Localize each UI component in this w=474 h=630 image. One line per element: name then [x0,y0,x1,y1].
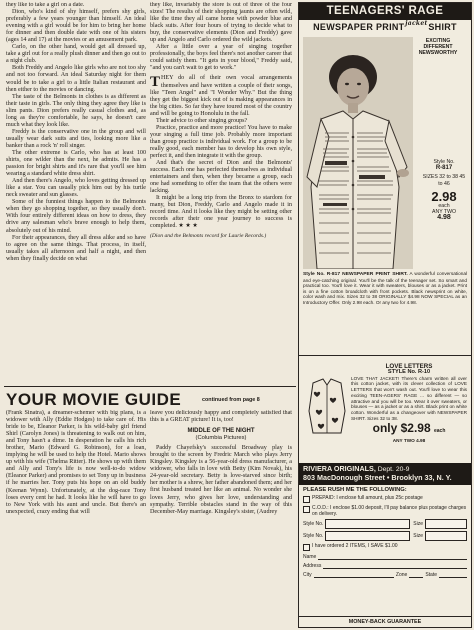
newspaper-shirt-ad [298,2,472,628]
article-paragraph: Carlo, on the other hand, would get all dressed up, take a girl out for a really plush dinner and then go out to a night club. [6,44,146,65]
name-field[interactable] [318,554,467,560]
article-paragraph: they like to take a girl on a date. [6,2,85,8]
rush-label: PLEASE RUSH ME THE FOLLOWING: [303,487,407,493]
love-letters-jacket-icon [305,375,349,435]
article-paragraph: The other extreme is Carlo, who has at least 100 shirts, one wilder than the next, he admits. He has a passion for bright shirts and it's rare that you'll see him wearing a standard white dress shirt. [6,149,146,178]
cod-label: C.O.D.: I enclose $1.00 deposit, I'll pay balance plus postage charges on delivery. [312,505,467,517]
movie-studio: (Columbia Pictures) [195,435,247,442]
ad-divider [299,355,471,356]
ad-sub-left: NEWSPAPER PRINT [313,22,405,32]
ad-tagline: EXCITING DIFFERENT NEWSWORTHY [418,38,458,56]
article-paragraph: Some of the funniest things happen to the Belmonts when they go shopping together, so they usually don't. With four entirely different ideas on how to dress, they drive any salesman who's brave enough to help them, absolutely out of his mind. [6,199,146,234]
shirt-description-title: Style No. R-817 NEWSPAPER PRINT SHIRT. [303,272,408,277]
continued-note: continued from page 8 [202,397,260,403]
ad-sub-right: SHIRT [428,22,457,32]
movie-guide-column-2 [150,410,292,628]
article-paragraph: It might be a long trip from the Bronx to stardom for many, but Dion, Freddy, Carlo and Angelo made it in record time. And it looks like they might be setting other records after their one year journey to success is completed. ★ ★ ★ [150,195,292,230]
model-illustration [303,37,413,269]
section-divider [4,386,296,387]
prepaid-checkbox[interactable] [303,496,310,503]
city-label: City [303,572,312,578]
order-row-2 [303,531,467,541]
address-label: Address [303,563,322,569]
style-no-field-2[interactable] [325,531,410,541]
price-each: each [438,202,450,209]
style-price-box [421,159,467,247]
order-header [299,463,471,485]
shirt-description-text: A wonderful conversational and eye-catching original. You'll be the talk of the teenager set. So smart and practical too. You'll love it. Wear it with sweaters, blouses or as a jacket. Print is on a fine cotton broadcloth with front pockets. Black newsprint on white, color wash and mix. Sizes 32 to 38 ORIGINALLY $4.98 NOW SPECIAL as an Introductory Offer. Only 2.98 each. Or any two for 4.98. [303,271,468,305]
article-paragraph: Dion, who's kind of shy himself, prefers shy girls, preferably a few years younger than himself. An ideal evening with a girl would be for him to bring her home for dinner and then double date with one of his sisters (ages 14 and 17) at the movies or an amusement park. [6,9,146,44]
size-field-2[interactable] [425,531,467,541]
article-paragraph: Their advice to other singing groups? [156,117,248,124]
size-label: Size [413,533,423,539]
order-row-1 [303,519,467,529]
shirt-price: 2.98 [431,188,457,204]
two-items-label: I have ordered 2 ITEMS, I SAVE $1.00 [312,543,398,549]
article-paragraph: Practice, practice and more practice! You have to make your singing a full time job. Probably more important than group practice is individual work. For a group to be really good, each member has to develop his own style, perfect it, and then integrate it with the group. [150,124,292,159]
zone-label: Zone [395,572,408,578]
love-letters-title: LOVE LETTERS [385,363,433,370]
dropcap-paragraph [150,75,292,117]
size-label: Size [413,521,423,527]
any-two-label: ANY TWO [431,209,457,216]
article-column-1 [6,2,146,384]
address-field[interactable] [323,563,467,569]
article-paragraph: And that's the secret of Dion and the Belmonts' success. Each one has perfected themselves as individual entertainers and then, when they became a group, each one had something to offer the team that the others were lacking. [150,160,292,195]
style-no-label: Style No. [303,521,324,527]
ad-headline: TEENAGERS' RAGE [299,3,471,20]
movie-guide-title: YOUR MOVIE GUIDE [6,390,182,409]
style-label: Style No. [433,159,455,165]
prepaid-label: PREPAID: I enclose full amount, plus 25c postage [312,495,423,501]
order-dept: Dept. 20-9 [377,466,410,473]
article-paragraph: For their appearances, they all dress alike and so have to agree on the same things. That process, in itself, usually takes all afternoon and half a night, and then when they finally decide on what [6,234,146,262]
love-letters-box [351,363,467,444]
love-letters-only-price: only $2.98 [372,421,431,436]
shirt-description [303,271,467,306]
city-row [303,572,467,578]
record-credit: (Dion and the Belmonts record for Laurie Records.) [150,232,267,239]
two-items-option[interactable] [303,543,467,551]
love-letters-price [351,421,467,438]
cod-option[interactable] [303,505,467,517]
article-paragraph: they like, invariably the store is out of three of the four sizes! The results of their shopping jaunts are often wild, like the time they all came home with powder blue and black suits. After four hours of trying to decide what to buy, the conservative elements (Dion and Freddy) gave up and Angelo and Carlo ordered the wild jackets. [150,2,292,44]
movie-guide-column-1 [6,410,146,628]
address-row [303,563,467,569]
name-label: Name [303,554,317,560]
style-number: R-817 [435,165,453,172]
article-paragraph: The taste of the Belmonts in clothes is as different as their taste in girls. The only thing they agree they like is slim pants. Dion prefers really casual clothes and, as long as they're comfortable, he says, he doesn't care much what they look like. [6,93,146,128]
guide-paragraph: (Frank Sinatra), a dreamer-schemer with big plans, is a widower with Ally (Eddie Hodges) to take care of. His bride to be, Eleanor Parker, is his wild-baby girl friend Shirl (Carolyn Jones) is threatening to walk out on him, and Tony hasn't a dime. In desperation he calls his rich brother, Mario (Edward G. Robinson), for a loan, implying he will be used to help the Hotel. Mario shows up with his wife (Thelma Ritter). He shows up with them and Ally and Tony's life is now well-to-do widow (Eleanor Parker) and promises to set Tony up in business if he marries her. Tony puts his hope on an old buddy (Keenan Wynn). Unfortunately, at the dog-race Tony loses every cent he had. It looks like he will have to go to New York with his aunt and uncle. But there's an unexpected, crazy ending that will [6,410,146,515]
size-range: SIZES 32 to 38 45 to 46 [422,174,466,187]
style-no-field-1[interactable] [325,519,410,529]
guide-paragraph: leave you deliciously happy and completely satisfied that this is a GREAT picture! It is, too! [150,410,292,424]
style-no-label: Style No. [303,533,324,539]
ad-sub-jacket: jacket [405,20,428,27]
love-letters-any-two: ANY TWO 4.98 [392,438,426,444]
movie-subtitle: MIDDLE OF THE NIGHT [187,428,255,435]
dropcap-text: HEY do all of their own vocal arrangements themselves and have written a couple of their songs, like "Teen Angel" and "I Wonder Why." But the thing they get the biggest kick out of is making appearances in the big cities. So far they have toured most of the country and will be going to Honolulu in the fall. [150,75,292,117]
order-form [303,487,467,578]
order-address: 803 MacDonough Street • Brooklyn 33, N. Y. [303,473,452,482]
any-two-price: 4.98 [437,214,451,222]
state-label: State [425,572,437,578]
money-back-guarantee: MONEY-BACK GUARANTEE [299,616,471,627]
love-letters-each: each [433,428,446,435]
city-field[interactable] [314,572,394,578]
ad-subheadline [299,22,471,32]
love-letters-text: LOVE THAT JACKET! There's charm written all over this cotton jacket, with its clever collection of LOVE LETTERS that won't wash out. You'll love to wear this exciting TEEN-AGERS' RAGE ... so different — so attractive and you will be too. Wear it over sweaters, or blouses — as a jacket or as a shirt. Black print on white cotton. Wonderful as a changeover with NEWSPAPER SHIRT. Sizes 32 to 38. [351,375,467,421]
article-paragraph: Both Freddy and Angelo like girls who are not too shy and not too forward. An ideal Saturday night for them would be to take a girl to a little Italian restaurant and then either to the movies or dancing. [6,65,146,93]
name-row [303,554,467,560]
drop-cap: T [150,74,161,91]
guide-paragraph: Paddy Chayefsky's successful Broadway play is brought to the screen by Fredric March who plays Jerry Kingsley. Kingsley is a 56-year-old dress manufacturer, a widower, who falls in love with Betty (Kim Novak), his 24-year-old secretary. Betty is love-starved since birth; her mother is a shrew, her father abandoned them; and her first husband treated her like an animal. No wonder she loves Jerry, who gives her love, understanding and sympathy. Terrible obstacles stand in the way of this December-May marriage. Kingsley's sister, (Audrey [150,445,292,515]
article-column-2 [150,2,292,384]
cod-checkbox[interactable] [303,506,310,513]
article-paragraph: And then there's Angelo, who loves getting dressed up like a star. You can usually pick him out by his turtle neck sweater and sun glasses. [6,178,146,199]
state-field[interactable] [439,572,467,578]
article-paragraph: After a little over a year of singing together professionally, the boys feel there's not another career that could satisfy them. "It gets in your blood," Freddy said, "and you can't wait to get to work." [150,44,292,72]
love-letters-style: STYLE No. R-10 [387,369,431,375]
zone-field[interactable] [409,572,423,578]
prepaid-option[interactable] [303,495,467,503]
two-items-checkbox[interactable] [303,544,310,551]
order-company: RIVIERA ORIGINALS, [303,464,376,473]
article-paragraph: Freddy is the conservative one in the group and will usually wear dark suits and ties, looking more like a banker than a rock 'n' roll singer. [6,128,146,149]
size-field-1[interactable] [425,519,467,529]
model-photo [303,37,413,269]
